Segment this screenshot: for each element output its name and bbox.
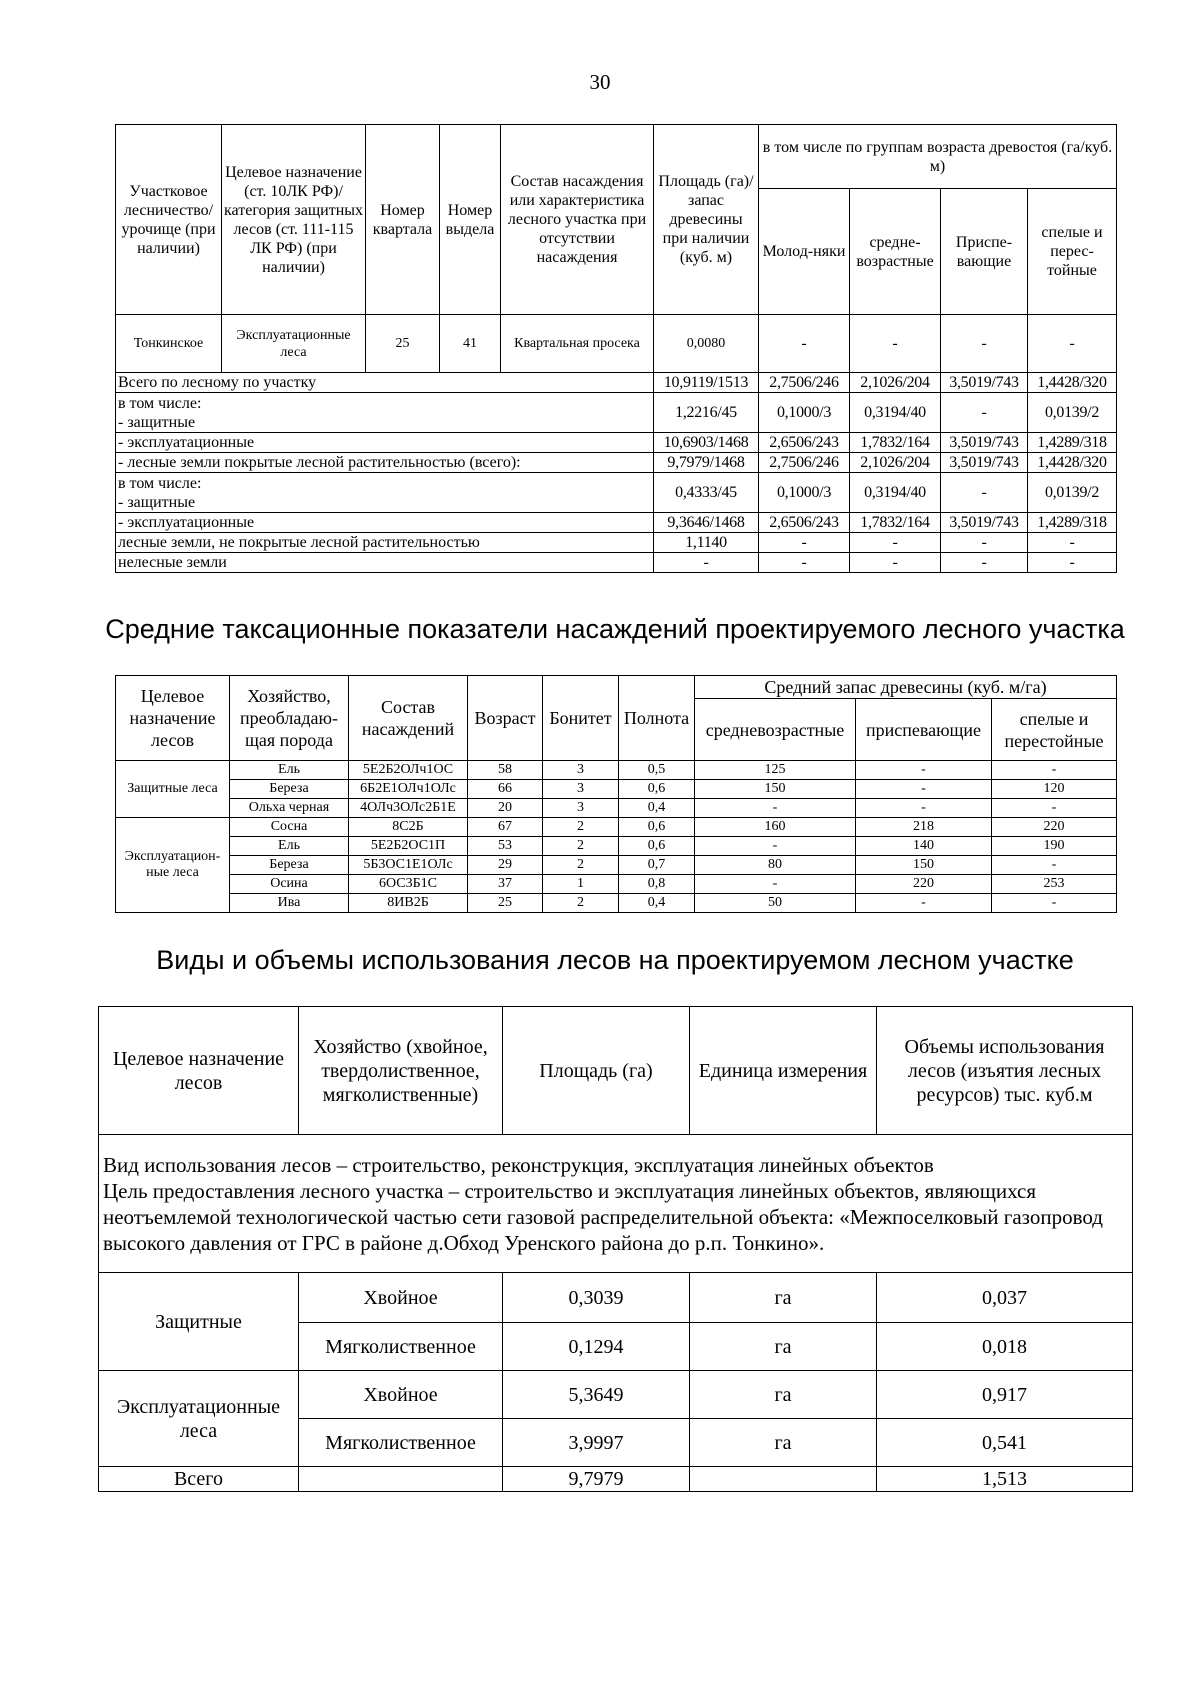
header-purpose: Целевое назначение (ст. 10ЛК РФ)/ категория защитных лесов (ст. 111-115 ЛК РФ) (при наличии) bbox=[222, 125, 366, 315]
header-maturing: Приспе-вающие bbox=[941, 189, 1028, 315]
table-row: в том числе: - защитные 1,2216/45 0,1000/3 0,3194/40 - 0,0139/2 bbox=[116, 393, 1117, 433]
table-row: Мягколиственное 0,1294 га 0,018 bbox=[99, 1323, 1133, 1371]
table-row: Береза 6Б2Е1ОЛч1ОЛс 66 3 0,6 150 - 120 bbox=[116, 780, 1117, 799]
header-area: Площадь (га) bbox=[503, 1007, 690, 1135]
group-protective: Защитные bbox=[99, 1273, 299, 1371]
header-maturing: приспевающие bbox=[856, 699, 992, 761]
header-forestry: Участковое лесничество/ урочище (при наличии) bbox=[116, 125, 222, 315]
header-quarter: Номер квартала bbox=[366, 125, 440, 315]
header-composition: Состав насаждения или характеристика лесного участка при отсутствии насаждения bbox=[501, 125, 654, 315]
usage-type: Вид использования лесов – строительство, реконструкция, эксплуатация линейных объектов bbox=[103, 1152, 934, 1177]
header-economy: Хозяйство (хвойное, твердолиственное, мягколиственные) bbox=[299, 1007, 503, 1135]
table-row: Осина 6ОС3Б1С 37 1 0,8 - 220 253 bbox=[116, 875, 1117, 894]
table-row: Мягколиственное 3,9997 га 0,541 bbox=[99, 1419, 1133, 1467]
header-middle-aged: средне-возрастные bbox=[850, 189, 941, 315]
header-density: Полнота bbox=[619, 676, 695, 761]
table-row: - эксплуатационные 9,3646/1468 2,6506/243 1,7832/164 3,5019/743 1,4289/318 bbox=[116, 513, 1117, 533]
table-row: Береза 5Б3ОС1Е1ОЛс 29 2 0,7 80 150 - bbox=[116, 856, 1117, 875]
table-row: Эксплуатационные леса Хвойное 5,3649 га 0,917 bbox=[99, 1371, 1133, 1419]
page-number: 30 bbox=[589, 70, 611, 94]
header-mature: спелые и перес-тойные bbox=[1028, 189, 1117, 315]
header-bonitet: Бонитет bbox=[543, 676, 619, 761]
header-avg-stock: Средний запас древесины (куб. м/га) bbox=[695, 676, 1117, 699]
usage-description bbox=[99, 1135, 1133, 1273]
header-volume: Объемы использования лесов (изъятия лесных ресурсов) тыс. куб.м bbox=[877, 1007, 1133, 1135]
table-row: Ель 5Е2Б2ОС1П 53 2 0,6 - 140 190 bbox=[116, 837, 1117, 856]
table-row: - эксплуатационные 10,6903/1468 2,6506/243 1,7832/164 3,5019/743 1,4289/318 bbox=[116, 433, 1117, 453]
header-purpose: Целевое назначение лесов bbox=[99, 1007, 299, 1135]
header-age: Возраст bbox=[468, 676, 543, 761]
group-exploitation: Эксплуатационные леса bbox=[99, 1371, 299, 1467]
usage-purpose: Цель предоставления лесного участка – строительство и эксплуатация линейных объектов, являющихся неотъемлемой технологической частью сети газовой распределительной объекта: «Межпоселковый газопровод высокого давления от ГРС в районе д.Обход Уренского района до р.п. Тонкино». bbox=[103, 1178, 1103, 1255]
header-purpose: Целевое назначение лесов bbox=[116, 676, 230, 761]
table-row: в том числе: - защитные 0,4333/45 0,1000/3 0,3194/40 - 0,0139/2 bbox=[116, 473, 1117, 513]
total-row: Всего 9,7979 1,513 bbox=[99, 1467, 1133, 1492]
forest-plot-table bbox=[115, 124, 1117, 573]
table-row: нелесные земли - - - - - bbox=[116, 553, 1117, 573]
section-heading-usage: Виды и объемы использования лесов на проектируемом лесном участке bbox=[156, 945, 1074, 975]
table-row: Ива 8ИВ2Б 25 2 0,4 50 - - bbox=[116, 894, 1117, 913]
section-heading-taxation: Средние таксационные показатели насаждений проектируемого лесного участка bbox=[105, 614, 1125, 644]
taxation-table bbox=[115, 675, 1117, 913]
table-row: лесные земли, не покрытые лесной растительностью 1,1140 - - - - bbox=[116, 533, 1117, 553]
header-species: Хозяйство, преобладаю-щая порода bbox=[230, 676, 349, 761]
header-unit: Единица измерения bbox=[690, 1007, 877, 1135]
table-row: Всего по лесному по участку 10,9119/1513 2,7506/246 2,1026/204 3,5019/743 1,4428/320 bbox=[116, 373, 1117, 393]
table-row: Эксплуатацион-ные леса Сосна 8С2Б 67 2 0,6 160 218 220 bbox=[116, 818, 1117, 837]
group-protective: Защитные леса bbox=[116, 761, 230, 818]
header-composition: Состав насаждений bbox=[349, 676, 468, 761]
header-area: Площадь (га)/ запас древесины при наличии (куб. м) bbox=[654, 125, 759, 315]
table-row: Защитные Хвойное 0,3039 га 0,037 bbox=[99, 1273, 1133, 1323]
header-section: Номер выдела bbox=[440, 125, 501, 315]
table-row: Ольха черная 4ОЛч3ОЛс2Б1Е 20 3 0,4 - - - bbox=[116, 799, 1117, 818]
table-row: Тонкинское Эксплуатационные леса 25 41 Квартальная просека 0,0080 - - - - bbox=[116, 315, 1117, 373]
table-row: Защитные леса Ель 5Е2Б2ОЛч1ОС 58 3 0,5 125 - - bbox=[116, 761, 1117, 780]
group-exploitation: Эксплуатацион-ные леса bbox=[116, 818, 230, 913]
header-middle-aged: средневозрастные bbox=[695, 699, 856, 761]
forest-usage-table bbox=[98, 1006, 1133, 1492]
table-row: - лесные земли покрытые лесной растительностью (всего): 9,7979/1468 2,7506/246 2,1026/204 3,5019/743 1,4428/320 bbox=[116, 453, 1117, 473]
header-young: Молод-няки bbox=[759, 189, 850, 315]
header-mature: спелые и перестойные bbox=[992, 699, 1117, 761]
header-age-groups: в том числе по группам возраста древостоя (га/куб. м) bbox=[759, 125, 1117, 189]
